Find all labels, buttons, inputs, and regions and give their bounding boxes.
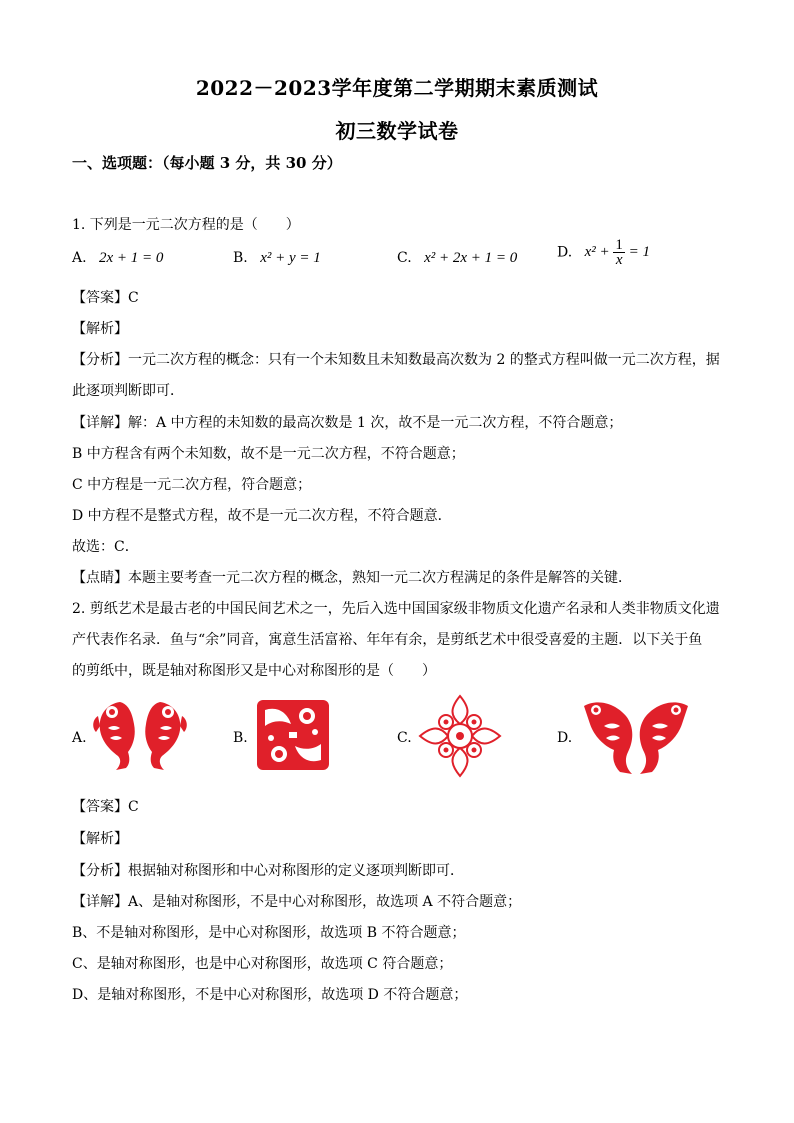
q2-detail-line-1: 【详解】A、是轴对称图形，不是中心对称图形，故选项 A 不符合题意；: [72, 894, 522, 910]
fraction-numerator: 1: [615, 237, 623, 253]
q1-detail-line-1: 【详解】解：A 中方程的未知数的最高次数是 1 次，故不是一元二次方程，不符合题意；: [72, 415, 623, 431]
q2-fenxi: 【分析】根据轴对称图形和中心对称图形的定义逐项判断即可．: [72, 863, 464, 879]
option-expression: 2x + 1 = 0: [99, 250, 164, 266]
fish-papercut-square-icon: [255, 698, 331, 772]
q2-option-a-label: A.: [72, 730, 87, 746]
option-expression: x² + 2x + 1 = 0: [424, 250, 518, 266]
q1-fenxi-line-1: 【分析】一元二次方程的概念：只有一个未知数且未知数最高次数为 2 的整式方程叫做一元二次方程，据: [72, 352, 720, 368]
q2-stem-line-2: 产代表作名录．鱼与“余”同音，寓意生活富裕、年年有余，是剪纸艺术中很受喜爱的主题．以下关于鱼: [72, 632, 703, 648]
fish-papercut-ornament-icon: [418, 694, 502, 778]
q2-option-c-label: C.: [397, 730, 412, 746]
q1-option-d: [557, 238, 650, 267]
exam-subtitle: 初三数学试卷: [335, 119, 459, 143]
option-label: A.: [72, 250, 87, 266]
q2-detail-line-2: B、不是轴对称图形，是中心对称图形，故选项 B 不符合题意；: [72, 925, 466, 941]
exam-title: 2022－2023学年度第二学期期末素质测试: [195, 76, 599, 100]
q2-detail-line-3: C、是轴对称图形，也是中心对称图形，故选项 C 符合题意；: [72, 956, 453, 972]
section-heading: 一、选项题：（每小题 3 分，共 30 分）: [72, 154, 342, 172]
q2-option-b-label: B.: [233, 730, 248, 746]
q2-option-d-label: D.: [557, 730, 573, 746]
q1-choice: 故选：C．: [72, 539, 139, 555]
q1-detail-line-2: B 中方程含有两个未知数，故不是一元二次方程，不符合题意；: [72, 446, 465, 462]
q1-option-c: [397, 250, 517, 267]
q1-analysis-tag: 【解析】: [72, 321, 128, 337]
q1-detail-line-4: D 中方程不是整式方程，故不是一元二次方程，不符合题意．: [72, 508, 452, 524]
q2-stem-line-3: 的剪纸中，既是轴对称图形又是中心对称图形的是（ ）: [72, 663, 436, 679]
q1-option-b: [233, 250, 321, 267]
fish-papercut-jumping-icon: [580, 696, 692, 776]
q1-comment: 【点睛】本题主要考查一元二次方程的概念，熟知一元二次方程满足的条件是解答的关键．: [72, 570, 632, 586]
option-label: B.: [233, 250, 248, 266]
option-expression-right: = 1: [624, 244, 651, 260]
q2-analysis-tag: 【解析】: [72, 831, 128, 847]
option-expression: x² + y = 1: [260, 250, 321, 266]
option-label: D.: [557, 244, 573, 261]
option-label: C.: [397, 250, 412, 266]
q1-answer: 【答案】C: [72, 290, 139, 306]
option-expression-left: x² +: [584, 244, 614, 260]
q1-detail-line-3: C 中方程是一元二次方程，符合题意；: [72, 477, 312, 493]
q2-stem-line-1: 2. 剪纸艺术是最古老的中国民间艺术之一，先后入选中国国家级非物质文化遗产名录和人类非物质文化遗: [72, 601, 720, 617]
fraction: [613, 238, 625, 267]
fish-papercut-pair-icon: [90, 698, 190, 772]
q1-stem: 1. 下列是一元二次方程的是（ ）: [72, 217, 300, 233]
q2-answer: 【答案】C: [72, 799, 139, 815]
q1-fenxi-line-2: 此逐项判断即可．: [72, 383, 184, 399]
fraction-denominator: x: [615, 252, 623, 268]
q2-detail-line-4: D、是轴对称图形，不是中心对称图形，故选项 D 不符合题意；: [72, 987, 468, 1003]
q1-option-a: [72, 250, 163, 267]
